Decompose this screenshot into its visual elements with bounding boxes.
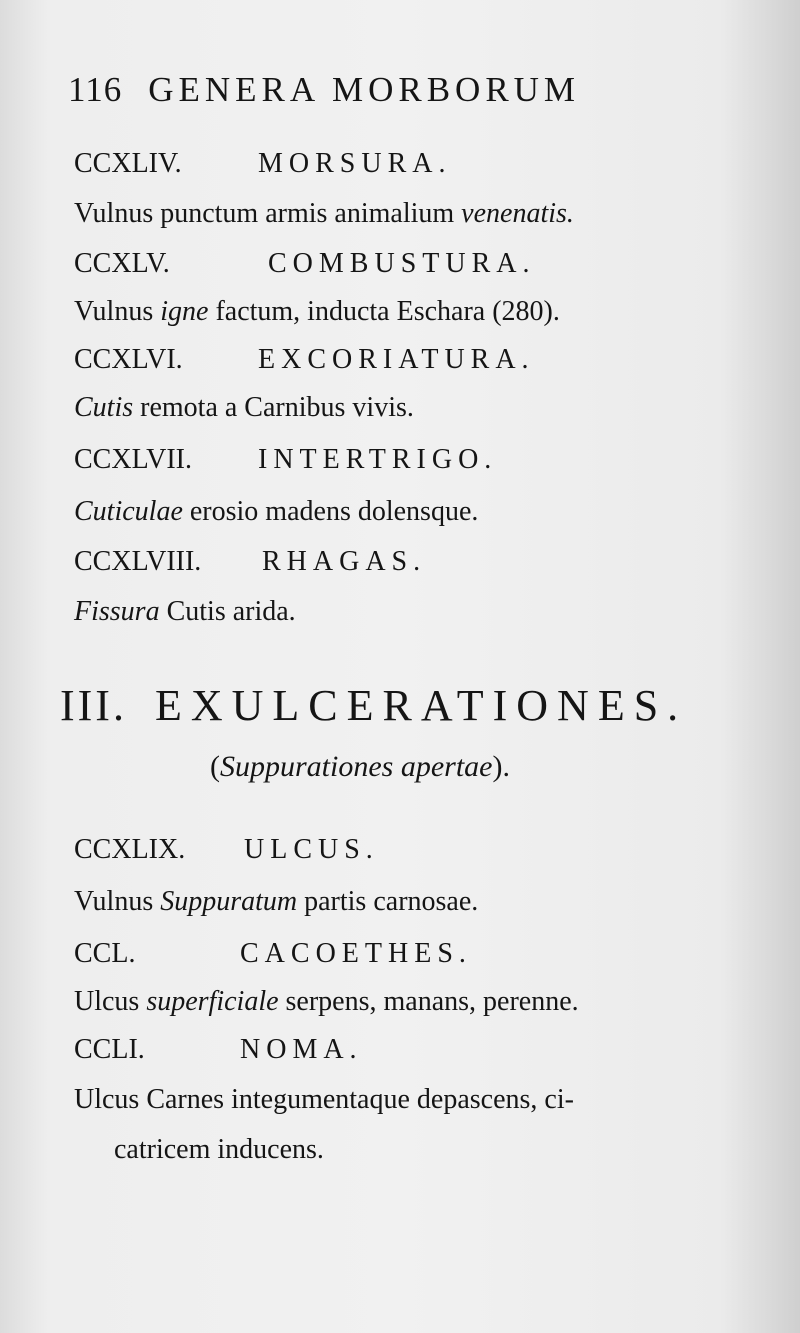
description-text: Vulnus (74, 296, 161, 327)
entry-number: CCXLV. (74, 248, 170, 279)
entry-heading (74, 834, 379, 866)
running-title: GENERA MORBORUM (148, 70, 581, 109)
entry-number: CCXLVIII. (74, 546, 202, 577)
description-text: Ulcus (74, 986, 147, 1017)
entry-description (74, 596, 296, 628)
description-text: Ulcus Carnes integumentaque depascens, ci- (74, 1084, 574, 1115)
entry-description (74, 392, 414, 424)
entry-number: CCXLVII. (74, 444, 192, 475)
entry-number: CCXLVI. (74, 344, 183, 375)
entry-name: ULCUS. (244, 834, 379, 865)
entry-heading (74, 148, 452, 180)
italic-term: igne (160, 296, 209, 327)
entry-name: NOMA. (240, 1034, 363, 1065)
section-number: III. (60, 681, 127, 730)
entry-description (74, 198, 574, 230)
entry-name: INTERTRIGO. (258, 444, 498, 475)
entry-heading (74, 938, 472, 970)
entry-description-continued: catricem inducens. (114, 1134, 324, 1165)
page-number: 116 (68, 70, 123, 109)
entry-description (74, 1084, 574, 1116)
entry-description (74, 886, 478, 918)
section-subtitle: (Suppurationes apertae). (210, 750, 510, 783)
entry-name: RHAGAS. (262, 546, 427, 577)
italic-term: venenatis. (461, 198, 574, 229)
description-text: Vulnus (74, 886, 161, 917)
description-text: Cutis arida. (159, 596, 296, 627)
italic-term: Cuticulae (74, 496, 183, 527)
entry-heading (74, 248, 536, 280)
italic-term: Suppuratum (160, 886, 298, 917)
italic-term: Fissura (74, 596, 160, 627)
description-text: erosio madens dolensque. (182, 496, 479, 527)
section-title: EXULCERATIONES. (154, 681, 688, 730)
description-text: partis carnosae. (297, 886, 479, 917)
entry-heading (74, 1034, 363, 1066)
entry-name: CACOETHES. (240, 938, 472, 969)
entry-name: MORSURA. (258, 148, 452, 179)
section-subtitle-text: Suppurationes apertae (220, 750, 493, 783)
entry-name: EXCORIATURA. (258, 344, 535, 375)
entry-heading (74, 444, 498, 476)
description-text: remota a Carnibus vivis. (133, 392, 414, 423)
entry-name: COMBUSTURA. (268, 248, 536, 279)
italic-term: Cutis (74, 392, 134, 423)
entry-number: CCXLIX. (74, 834, 186, 865)
entry-number: CCLI. (74, 1034, 145, 1065)
entry-description (74, 496, 478, 528)
italic-term: superficiale (146, 986, 279, 1017)
description-text: Vulnus punctum armis animalium (74, 198, 462, 229)
entry-description (74, 296, 560, 328)
section-heading (60, 680, 687, 731)
description-text: factum, inducta Eschara (280). (208, 296, 560, 327)
page-header (68, 70, 580, 110)
entry-number: CCXLIV. (74, 148, 182, 179)
entry-description (74, 986, 579, 1018)
entry-number: CCL. (74, 938, 136, 969)
entry-heading (74, 344, 535, 376)
description-text: serpens, manans, perenne. (278, 986, 579, 1017)
entry-heading (74, 546, 427, 578)
